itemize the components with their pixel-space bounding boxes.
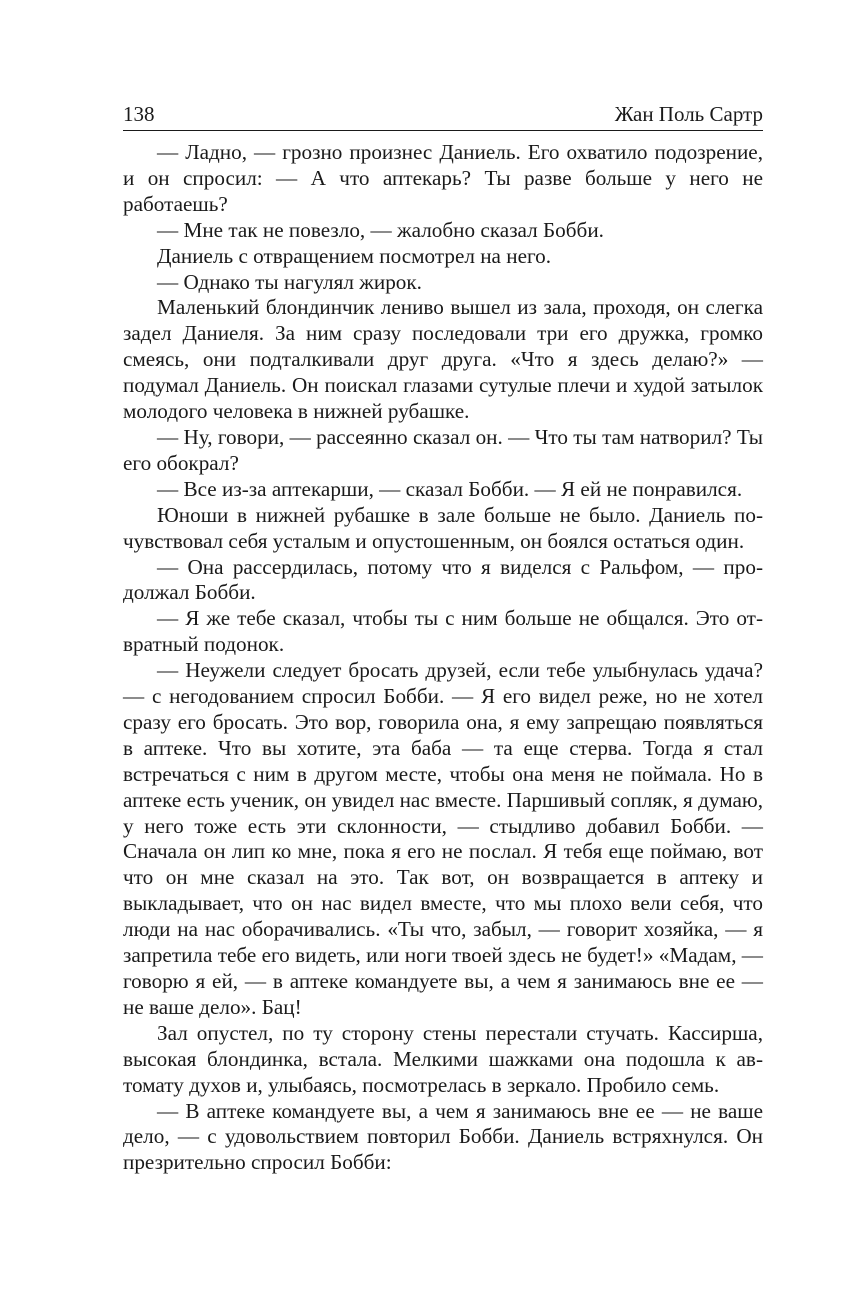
paragraph: — Она рассердилась, потому что я виделся с Ральфом, — продолжал Бобби.: [123, 554, 763, 605]
page-number: 138: [123, 102, 155, 126]
paragraph: Юноши в нижней рубашке в зале больше не было. Даниель почувствовал себя усталым и опустошенным, он боялся остаться один.: [123, 502, 763, 553]
paragraph: — Однако ты нагулял жирок.: [157, 269, 422, 294]
paragraph: Зал опустел, по ту сторону стены перестали стучать. Кассирша, высокая блондинка, встала. Мелкими шажками она подошла к автомату духов и, улыбаясь, посмотрелась в зеркало. Пробило семь.: [123, 1020, 763, 1097]
paragraph: — Неужели следует бросать друзей, если тебе улыбнулась удача? — с негодованием спросил Бобби. — Я его видел реже, но не хотел сразу его бросать. Это вор, говорила она, я ему запрещаю появляться в аптеке. Что вы хотите, эта баба — та еще стерва. Тогда я стал встречаться с ним в другом месте, чтобы она меня не поймала. Но в аптеке есть ученик, он увидел нас вместе. Паршивый сопляк, я думаю, у него тоже есть эти склонности, — стыдливо добавил Бобби. — Сначала он лип ко мне, пока я его не послал. Я тебя еще поймаю, вот что он мне сказал на это. Так вот, он возвращается в аптеку и выкладывает, что он нас видел вместе, что мы плохо вели себя, что люди на нас оборачивались. «Ты что, забыл, — говорит хозяйка, — я запретила тебе его видеть, или ноги твоей здесь не будет!» «Мадам, — говорю я ей, — в аптеке командуете вы, а чем я занимаюсь вне ее — не ваше дело». Бац!: [123, 658, 763, 1019]
paragraph: — Мне так не повезло, — жалобно сказал Бобби.: [157, 217, 604, 242]
book-page: [123, 96, 763, 1176]
paragraph: — Все из-за аптекарши, — сказал Бобби. — Я ей не понравился.: [157, 476, 743, 501]
paragraph: — Ну, говори, — рассеянно сказал он. — Что ты там натворил? Ты его обокрал?: [123, 424, 763, 475]
paragraph: — Ладно, — грозно произнес Даниель. Его охватило подозрение, и он спросил: — А что аптекарь? Ты разве больше у него не работаешь?: [123, 140, 763, 216]
paragraph: — В аптеке командуете вы, а чем я занимаюсь вне ее — не ваше дело, — с удовольствием повторил Бобби. Даниель встряхнулся. Он презрительно спросил Бобби:: [123, 1098, 763, 1175]
paragraph: Даниель с отвращением посмотрел на него.: [157, 243, 552, 268]
running-head: [123, 96, 763, 132]
body-text: [123, 140, 763, 1176]
paragraph: Маленький блондинчик лениво вышел из зала, проходя, он слегка задел Даниеля. За ним сразу последовали три его дружка, громко смеясь, они подталкивали друг друга. «Что я здесь делаю?» — подумал Даниель. Он поискал глазами сутулые плечи и худой затылок молодого человека в нижней рубашке.: [123, 295, 763, 424]
paragraph: — Я же тебе сказал, чтобы ты с ним больше не общался. Это отвратный подонок.: [123, 606, 763, 657]
book-author: Жан Поль Сартр: [614, 102, 763, 126]
